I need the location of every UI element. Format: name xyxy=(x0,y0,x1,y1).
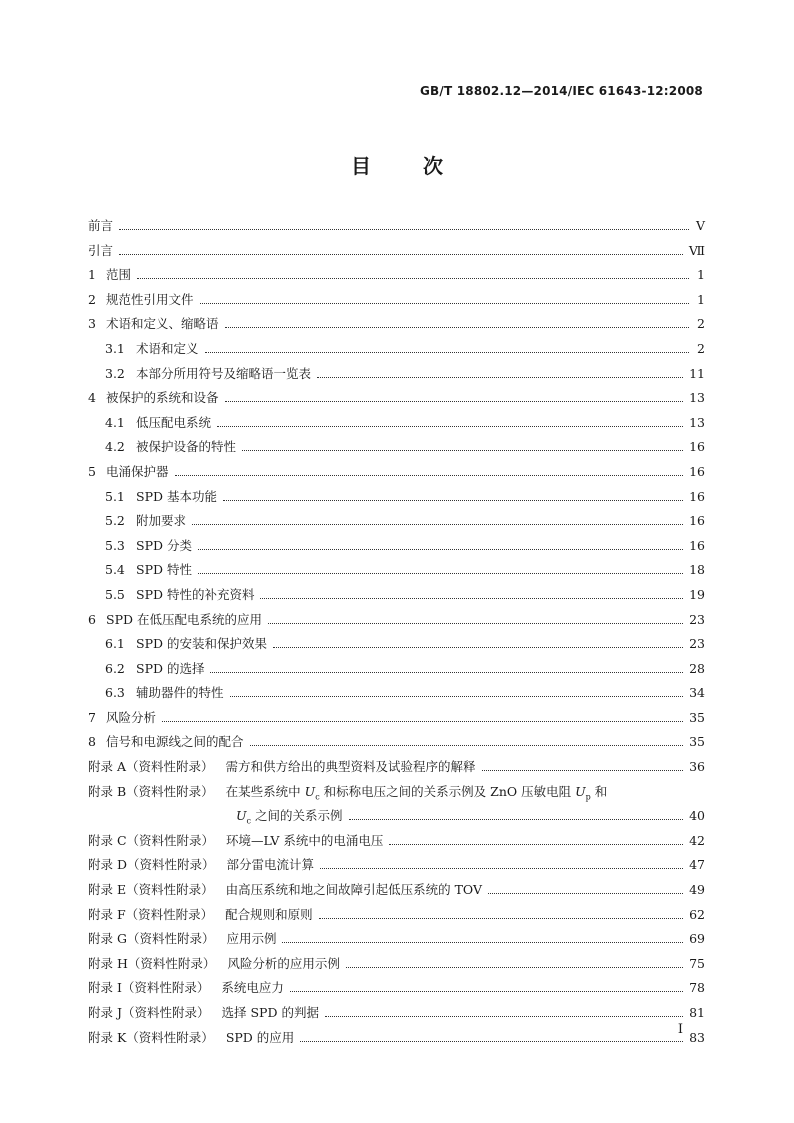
toc-label: SPD 特性 xyxy=(136,562,192,578)
toc-page: 18 xyxy=(689,562,705,578)
toc-page: 78 xyxy=(689,980,705,996)
toc-number: 4 xyxy=(88,390,96,406)
toc-number: 附录 H（资料性附录） xyxy=(88,955,216,971)
toc-label: SPD 的应用 xyxy=(225,1029,295,1045)
toc-entry-s5-5[interactable] xyxy=(88,585,705,610)
toc-page: 23 xyxy=(689,636,705,652)
toc-number: 4.2 xyxy=(105,439,125,455)
toc-number: 附录 B（资料性附录） xyxy=(88,783,214,799)
toc-number: 附录 I（资料性附录） xyxy=(88,980,210,996)
toc-number: 附录 C（资料性附录） xyxy=(88,832,215,848)
toc-number: 附录 J（资料性附录） xyxy=(88,1005,210,1020)
toc-entry-s5-2[interactable] xyxy=(88,511,705,536)
toc-number: 5 xyxy=(88,463,96,479)
toc-leader xyxy=(198,549,683,550)
toc-entry-annex-b[interactable] xyxy=(88,782,705,807)
toc-page: 81 xyxy=(689,1005,705,1020)
toc-label: 低压配电系统 xyxy=(136,414,212,430)
toc-leader xyxy=(319,918,683,919)
toc-leader xyxy=(119,254,683,255)
toc-leader xyxy=(217,426,683,427)
toc-leader xyxy=(210,672,683,673)
toc-page: 13 xyxy=(689,414,705,430)
toc-leader xyxy=(223,500,683,501)
toc-number: 4.1 xyxy=(105,414,125,430)
toc-page: Ⅴ xyxy=(695,218,705,233)
toc-label: 辅助器件的特性 xyxy=(136,685,224,701)
toc-leader xyxy=(175,475,684,476)
toc-number: 3.1 xyxy=(105,340,125,356)
toc-label: 术语和定义 xyxy=(136,340,199,356)
toc-label: SPD 特性的补充资料 xyxy=(136,586,255,602)
toc-page: Ⅶ xyxy=(688,242,705,258)
toc-page: 16 xyxy=(689,463,705,479)
toc-label: 环境—LV 系统中的电涌电压 xyxy=(226,832,384,848)
toc-number: 附录 D（资料性附录） xyxy=(88,857,215,873)
toc-leader xyxy=(290,991,683,992)
toc-page: 35 xyxy=(689,709,705,725)
toc-label: 风险分析的应用示例 xyxy=(227,955,340,971)
toc-label: SPD 的选择 xyxy=(136,660,205,676)
toc-page: 42 xyxy=(689,832,705,848)
toc-page: 28 xyxy=(689,660,705,676)
toc-number: 5.3 xyxy=(105,537,125,553)
toc-label: 需方和供方给出的典型资料及试验程序的解释 xyxy=(225,759,476,775)
toc-entry-annex-f[interactable] xyxy=(88,905,705,930)
toc-entry-foreword[interactable] xyxy=(88,216,705,241)
toc-label: 本部分所用符号及缩略语一览表 xyxy=(136,365,312,381)
toc-entry-s6-3[interactable] xyxy=(88,683,705,708)
toc-entry-annex-k[interactable] xyxy=(88,1028,705,1053)
toc-label: SPD 的安装和保护效果 xyxy=(136,636,267,652)
toc-leader xyxy=(273,647,683,648)
toc-number: 1 xyxy=(88,267,96,283)
toc-entry-s5-4[interactable] xyxy=(88,560,705,585)
toc-label: 引言 xyxy=(88,242,114,258)
toc-leader xyxy=(320,868,683,869)
toc-number: 3.2 xyxy=(105,365,125,381)
toc-entry-s5-1[interactable] xyxy=(88,487,705,512)
toc-page: 13 xyxy=(689,390,705,406)
toc-label: 系统电应力 xyxy=(221,980,284,996)
toc-page: 16 xyxy=(689,488,705,504)
toc-entry-annex-c[interactable] xyxy=(88,831,705,856)
toc-entry-intro[interactable] xyxy=(88,241,705,266)
toc-leader xyxy=(268,623,683,624)
toc-number: 附录 A（资料性附录） xyxy=(88,759,214,775)
toc-number: 附录 G（资料性附录） xyxy=(88,931,215,947)
toc-leader xyxy=(200,303,689,304)
toc-number: 5.5 xyxy=(105,586,125,602)
toc-entry-annex-g[interactable] xyxy=(88,929,705,954)
toc-entry-s3-1[interactable] xyxy=(88,339,705,364)
toc-leader xyxy=(242,450,683,451)
toc-label: $U_c$ 之间的关系示例 xyxy=(236,808,343,826)
toc-number: 6 xyxy=(88,611,96,627)
toc-leader xyxy=(119,229,689,230)
toc-entry-annex-d[interactable] xyxy=(88,855,705,880)
toc-leader xyxy=(488,893,683,894)
toc-label: 在某些系统中 $U_c$ 和标称电压之间的关系示例及 ZnO 压敏电阻 $U_p$ 和 xyxy=(225,783,608,802)
toc-page: 34 xyxy=(689,685,705,701)
toc-label: 被保护的系统和设备 xyxy=(106,390,219,406)
toc-label: 部分雷电流计算 xyxy=(226,857,315,873)
toc-entry-annex-j[interactable] xyxy=(88,1003,705,1028)
toc-number: 6.3 xyxy=(105,685,125,701)
toc-label: 被保护设备的特性 xyxy=(136,439,237,455)
toc-page: 83 xyxy=(689,1029,705,1045)
toc-number: 5.2 xyxy=(105,513,125,529)
toc-page: 1 xyxy=(697,291,705,307)
toc-number: 6.1 xyxy=(105,636,125,652)
toc-entry-s7[interactable] xyxy=(88,708,705,733)
toc-page: 36 xyxy=(689,759,705,775)
toc-page: 19 xyxy=(689,586,705,602)
toc-entry-annex-e[interactable] xyxy=(88,880,705,905)
toc-leader xyxy=(230,696,684,697)
toc-entry-annex-i[interactable] xyxy=(88,978,705,1003)
toc-leader xyxy=(205,352,689,353)
toc-number: 6.2 xyxy=(105,660,125,676)
toc-label: 由高压系统和地之间故障引起低压系统的 TOV xyxy=(225,882,482,898)
toc-leader xyxy=(198,573,683,574)
toc-leader xyxy=(260,598,683,599)
toc-page: 1 xyxy=(697,267,705,283)
toc-entry-s8[interactable] xyxy=(88,732,705,757)
table-of-contents xyxy=(88,216,705,1052)
toc-leader xyxy=(250,745,684,746)
toc-leader xyxy=(317,377,683,378)
toc-label: SPD 在低压配电系统的应用 xyxy=(106,611,262,627)
toc-leader xyxy=(349,819,684,820)
toc-entry-s2[interactable] xyxy=(88,290,705,315)
toc-number: 5.1 xyxy=(105,488,125,504)
toc-entry-s4-1[interactable] xyxy=(88,413,705,438)
toc-page: 75 xyxy=(689,955,705,971)
toc-entry-s1[interactable] xyxy=(88,265,705,290)
toc-page: 2 xyxy=(697,340,705,356)
toc-number: 5.4 xyxy=(105,562,125,578)
toc-entry-s3[interactable] xyxy=(88,314,705,339)
page-folio: I xyxy=(677,1022,683,1037)
toc-entry-s5[interactable] xyxy=(88,462,705,487)
toc-label: 规范性引用文件 xyxy=(106,291,194,307)
toc-leader xyxy=(282,942,683,943)
toc-label: 术语和定义、缩略语 xyxy=(106,316,219,332)
toc-page: 47 xyxy=(689,857,705,873)
toc-label: 附加要求 xyxy=(136,513,187,529)
toc-label: 信号和电源线之间的配合 xyxy=(106,734,244,750)
toc-page: 69 xyxy=(689,931,705,947)
toc-label: 前言 xyxy=(88,218,114,233)
toc-page: 16 xyxy=(689,537,705,553)
toc-leader xyxy=(137,278,689,279)
toc-page: 23 xyxy=(689,611,705,627)
toc-entry-s3-2[interactable] xyxy=(88,364,705,389)
toc-page: 16 xyxy=(689,439,705,455)
toc-number: 2 xyxy=(88,291,96,307)
toc-label: 风险分析 xyxy=(106,709,157,725)
toc-page: 62 xyxy=(689,906,705,922)
toc-entry-annex-h[interactable] xyxy=(88,954,705,979)
title-char-2: 次 xyxy=(423,154,443,178)
toc-page: 49 xyxy=(689,882,705,898)
toc-label: 应用示例 xyxy=(226,931,277,947)
toc-entry-annex-b-cont[interactable] xyxy=(88,806,705,831)
page-title xyxy=(0,150,794,179)
toc-label: 配合规则和原则 xyxy=(225,906,313,922)
toc-leader xyxy=(325,1016,683,1017)
toc-entry-s6[interactable] xyxy=(88,610,705,635)
toc-number: 附录 F（资料性附录） xyxy=(88,906,214,922)
toc-number: 附录 K（资料性附录） xyxy=(88,1029,214,1045)
toc-label: SPD 基本功能 xyxy=(136,488,217,504)
toc-entry-s6-2[interactable] xyxy=(88,659,705,684)
toc-entry-annex-a[interactable] xyxy=(88,757,705,782)
toc-leader xyxy=(346,967,683,968)
toc-page: 2 xyxy=(697,316,705,332)
toc-number: 附录 E（资料性附录） xyxy=(88,882,214,898)
toc-page: 35 xyxy=(689,734,705,750)
toc-leader xyxy=(482,770,684,771)
toc-page: 11 xyxy=(689,365,705,381)
toc-number: 3 xyxy=(88,316,96,332)
toc-leader xyxy=(162,721,683,722)
toc-leader xyxy=(300,1041,683,1042)
toc-entry-s5-3[interactable] xyxy=(88,536,705,561)
toc-entry-s4-2[interactable] xyxy=(88,437,705,462)
toc-label: SPD 分类 xyxy=(136,537,192,553)
toc-page: 40 xyxy=(689,808,705,824)
toc-page: 16 xyxy=(689,513,705,529)
toc-entry-s4[interactable] xyxy=(88,388,705,413)
toc-entry-s6-1[interactable] xyxy=(88,634,705,659)
toc-leader xyxy=(389,844,683,845)
toc-label: 选择 SPD 的判据 xyxy=(221,1005,319,1020)
toc-number: 8 xyxy=(88,734,96,750)
toc-leader xyxy=(225,401,684,402)
toc-leader xyxy=(225,327,689,328)
standard-number: GB/T 18802.12—2014/IEC 61643-12:2008 xyxy=(419,84,703,98)
title-char-1: 目 xyxy=(351,154,371,178)
toc-label: 电涌保护器 xyxy=(106,463,169,479)
toc-leader xyxy=(192,524,683,525)
toc-label: 范围 xyxy=(106,267,132,283)
toc-number: 7 xyxy=(88,709,96,725)
